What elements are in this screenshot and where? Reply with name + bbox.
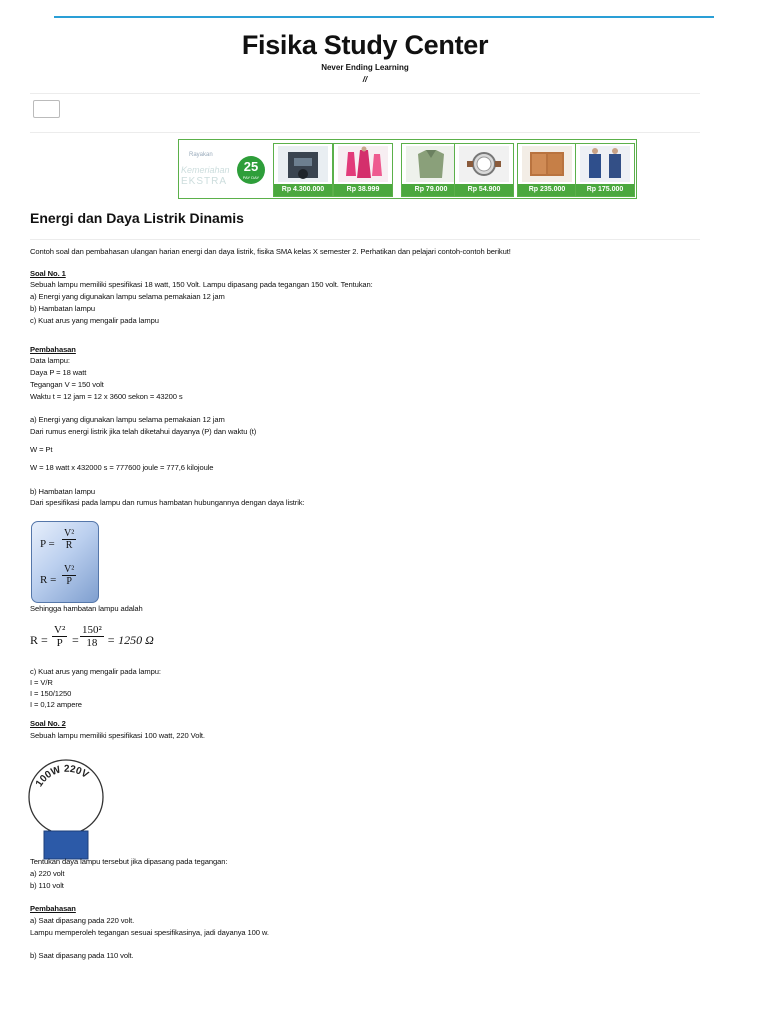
ad-badge-sub: PAY DAY bbox=[242, 175, 260, 180]
ad-price: Rp 54.900 bbox=[455, 184, 513, 196]
w-result: W = 18 watt x 432000 s = 777600 joule = 777,6 kilojoule bbox=[30, 463, 214, 472]
part-b-line: Dari spesifikasi pada lampu dan rumus hambatan hubungannya dengan daya listrik: bbox=[30, 498, 305, 507]
ad-badge bbox=[237, 156, 265, 184]
calc-f2-num: 150² bbox=[82, 624, 102, 636]
soal1-line: c) Kuat arus yang mengalir pada lampu bbox=[30, 316, 159, 325]
ad-brand bbox=[179, 140, 271, 198]
ad-price: Rp 175.000 bbox=[576, 184, 634, 196]
bulb-label: 100W 220V bbox=[33, 763, 91, 790]
soal2-question: Tentukan daya lampu tersebut jika dipasang pada tegangan: bbox=[30, 857, 228, 866]
pembahasan2-line: Lampu memperoleh tegangan sesuai spesifikasinya, jadi dayanya 100 w. bbox=[30, 928, 269, 937]
formula-r-lhs: R = bbox=[40, 574, 57, 586]
part-c-line: I = 150/1250 bbox=[30, 689, 72, 698]
formula-p-fraction bbox=[62, 528, 76, 552]
ad-banner[interactable] bbox=[178, 139, 637, 199]
calc-lhs: R = bbox=[30, 633, 48, 647]
soal2-question: a) 220 volt bbox=[30, 869, 65, 878]
soal2-line: Sebuah lampu memiliki spesifikasi 100 watt, 220 Volt. bbox=[30, 731, 205, 740]
shirt-image bbox=[406, 146, 456, 182]
calc-f1-den: P bbox=[56, 637, 63, 649]
ad-brand-mid: Kemeriahan bbox=[181, 165, 230, 175]
pembahasan1-heading: Pembahasan bbox=[30, 345, 76, 354]
divider bbox=[30, 132, 700, 133]
ad-item[interactable] bbox=[517, 143, 577, 197]
soal1-line: a) Energi yang digunakan lampu selama pemakaian 12 jam bbox=[30, 292, 225, 301]
resistance-calculation bbox=[30, 623, 200, 659]
w-formula: W = Pt bbox=[30, 445, 53, 454]
formula-r-den: P bbox=[66, 576, 72, 587]
power-resistance-formula-box bbox=[31, 521, 99, 603]
post-title[interactable]: Energi dan Daya Listrik Dinamis bbox=[30, 210, 244, 226]
site-title[interactable]: Fisika Study Center bbox=[241, 30, 489, 60]
ad-price: Rp 235.000 bbox=[518, 184, 576, 196]
calc-result: = 1250 Ω bbox=[107, 633, 154, 647]
ad-price: Rp 4.300.000 bbox=[274, 184, 332, 196]
ad-item[interactable] bbox=[401, 143, 461, 197]
pembahasan2-b-line: b) Saat dipasang pada 110 volt. bbox=[30, 951, 134, 960]
data-line: Data lampu: bbox=[30, 356, 70, 365]
pembahasan2-line: a) Saat dipasang pada 220 volt. bbox=[30, 916, 135, 925]
formula-p-den: R bbox=[65, 540, 73, 551]
watch-image bbox=[459, 146, 509, 182]
uniform-image bbox=[580, 146, 630, 182]
ad-price: Rp 38.999 bbox=[334, 184, 392, 196]
part-a-line: a) Energi yang digunakan lampu selama pemakaian 12 jam bbox=[30, 415, 225, 424]
ad-badge-number: 25 bbox=[243, 159, 259, 174]
soal1-line: b) Hambatan lampu bbox=[30, 304, 95, 313]
data-line: Tegangan V = 150 volt bbox=[30, 380, 104, 389]
ad-item[interactable] bbox=[575, 143, 635, 197]
part-c-line: I = V/R bbox=[30, 678, 53, 687]
ad-brand-small: Rayakan bbox=[189, 152, 213, 158]
menu-select[interactable] bbox=[33, 100, 60, 118]
formula-r-num: V² bbox=[64, 564, 75, 575]
divider bbox=[30, 239, 700, 240]
calc-fraction-2 bbox=[80, 625, 104, 649]
calc-fraction-1 bbox=[52, 625, 67, 649]
part-c-line: I = 0,12 ampere bbox=[30, 700, 82, 709]
part-b-line: b) Hambatan lampu bbox=[30, 487, 95, 496]
divider bbox=[30, 93, 700, 94]
motorcycle-image bbox=[278, 146, 328, 182]
soal1-line: Sebuah lampu memiliki spesifikasi 18 watt, 150 Volt. Lampu dipasang pada tegangan 150 volt. Tentukan: bbox=[30, 280, 373, 289]
ad-brand-big: EKSTRA bbox=[181, 176, 228, 187]
formula-p-lhs: P = bbox=[40, 538, 55, 550]
calc-eq: = bbox=[72, 633, 79, 647]
formula-p-num: V² bbox=[64, 528, 75, 539]
formula-r-fraction bbox=[62, 564, 76, 588]
calc-f1-num: V² bbox=[54, 624, 66, 636]
dress-image bbox=[338, 146, 388, 182]
pembahasan2-heading: Pembahasan bbox=[30, 904, 76, 913]
soal2-heading: Soal No. 2 bbox=[30, 719, 66, 728]
data-line: Waktu t = 12 jam = 12 x 3600 sekon = 43200 s bbox=[30, 392, 183, 401]
ad-item[interactable] bbox=[454, 143, 514, 197]
soal1-heading: Soal No. 1 bbox=[30, 269, 66, 278]
calc-f2-den: 18 bbox=[86, 637, 98, 649]
ad-price: Rp 79.000 bbox=[402, 184, 460, 196]
ad-item[interactable] bbox=[333, 143, 393, 197]
part-b-after: Sehingga hambatan lampu adalah bbox=[30, 604, 143, 613]
part-c-line: c) Kuat arus yang mengalir pada lampu: bbox=[30, 667, 161, 676]
post-intro: Contoh soal dan pembahasan ulangan harian energi dan daya listrik, fisika SMA kelas X semester 2. Perhatikan dan pelajari contoh-contoh berikut! bbox=[30, 247, 511, 256]
site-slash: // bbox=[362, 75, 368, 84]
ad-item[interactable] bbox=[273, 143, 333, 197]
site-tagline: Never Ending Learning bbox=[321, 63, 409, 72]
part-a-line: Dari rumus energi listrik jika telah diketahui dayanya (P) dan waktu (t) bbox=[30, 427, 257, 436]
data-line: Daya P = 18 watt bbox=[30, 368, 87, 377]
light-bulb-icon bbox=[27, 757, 107, 861]
top-accent-line bbox=[54, 16, 714, 18]
soal2-question: b) 110 volt bbox=[30, 881, 64, 890]
furniture-image bbox=[522, 146, 572, 182]
